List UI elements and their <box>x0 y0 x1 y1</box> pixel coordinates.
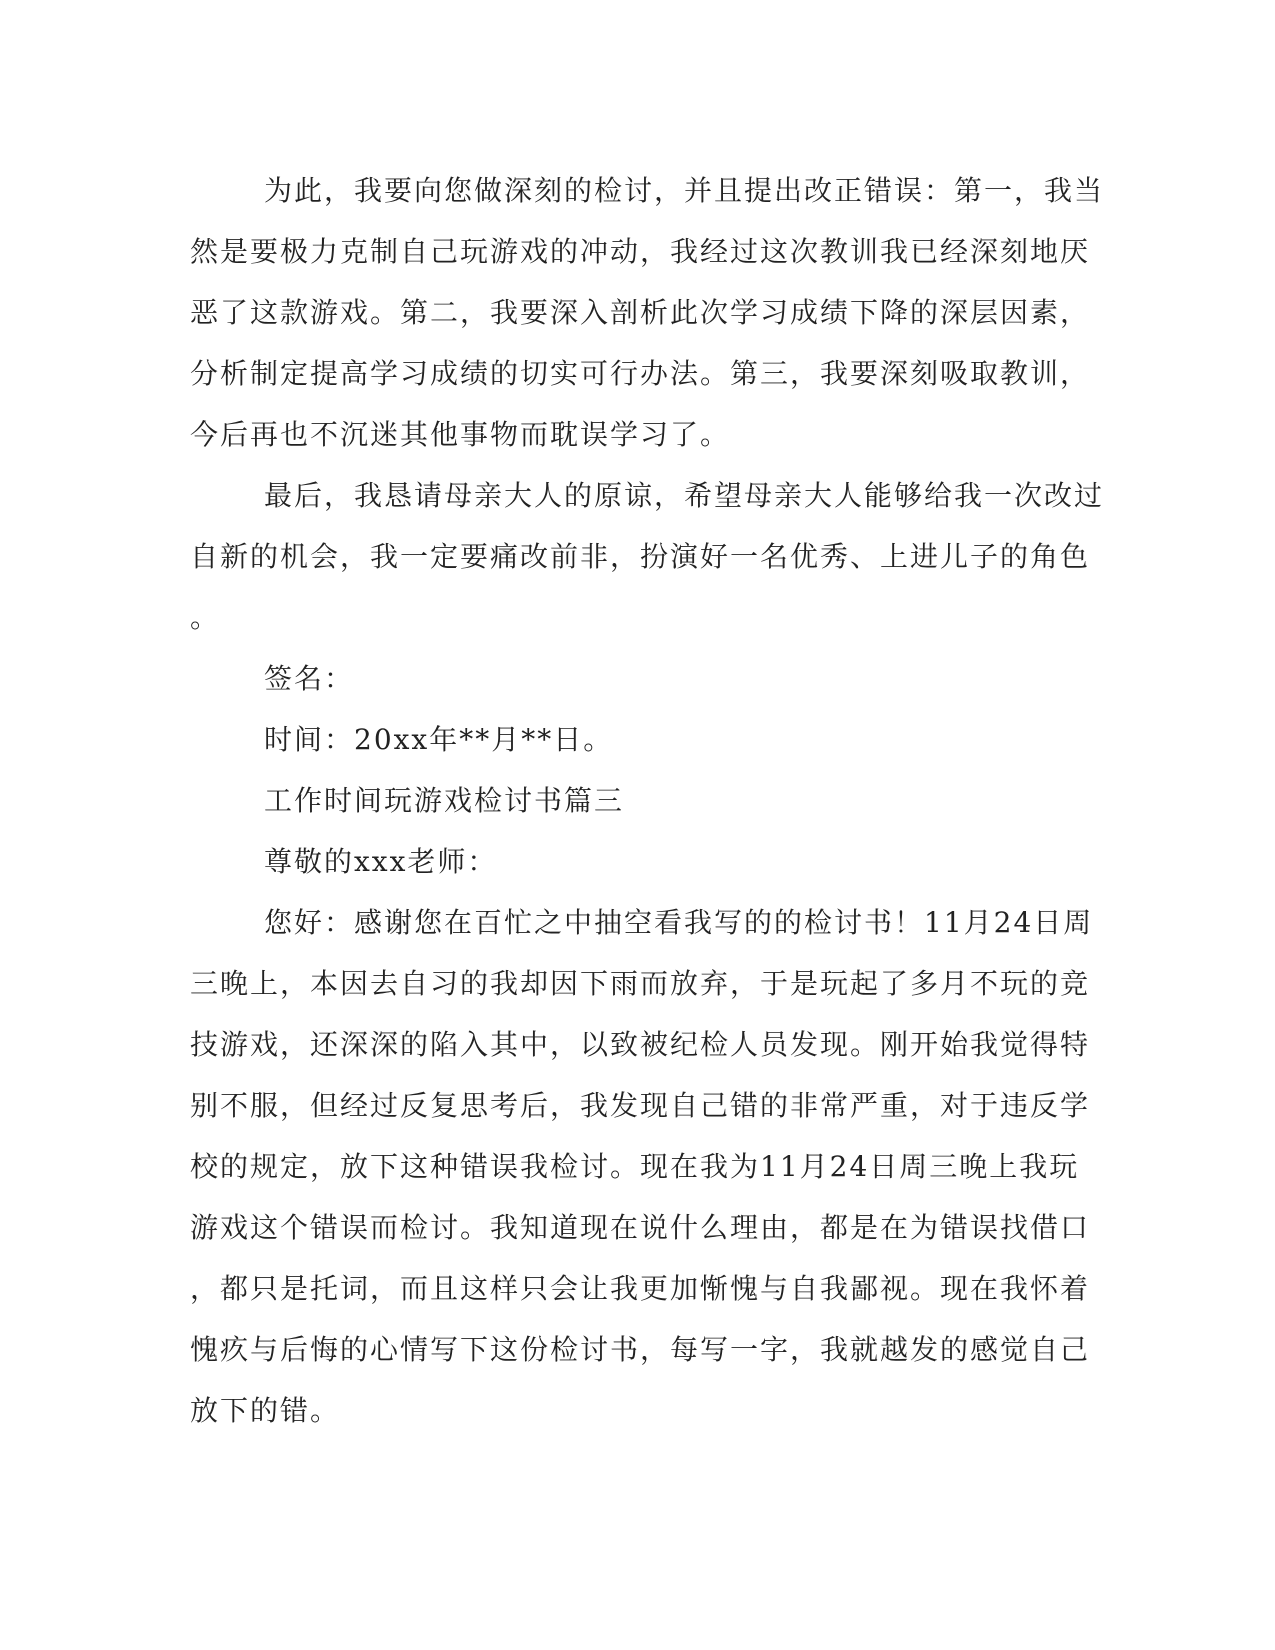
text-line: 时间：20xx年**月**日。 <box>264 723 614 756</box>
text-line: ，都只是托词，而且这样只会让我更加惭愧与自我鄙视。现在我怀着 <box>190 1272 1091 1305</box>
text-line: 今后再也不沉迷其他事物而耽误学习了。 <box>190 418 731 451</box>
text-line: 然是要极力克制自己玩游戏的冲动，我经过这次教训我已经深刻地厌 <box>190 235 1091 268</box>
text-line: 您好：感谢您在百忙之中抽空看我写的的检讨书！11月24日周 <box>264 906 1094 939</box>
text-line: 技游戏，还深深的陷入其中，以致被纪检人员发现。刚开始我觉得特 <box>190 1028 1091 1061</box>
text-line: 工作时间玩游戏检讨书篇三 <box>264 784 625 817</box>
document-body <box>190 160 1105 1441</box>
text-line: 尊敬的xxx老师： <box>264 845 498 878</box>
text-line: 游戏这个错误而检讨。我知道现在说什么理由，都是在为错误找借口 <box>190 1211 1091 1244</box>
text-line: 签名： <box>264 662 355 695</box>
text-line: 三晚上，本因去自习的我却因下雨而放弃，于是玩起了多月不玩的竞 <box>190 967 1091 1000</box>
text-line: 分析制定提高学习成绩的切实可行办法。第三，我要深刻吸取教训， <box>190 357 1091 390</box>
text-line: 愧疚与后悔的心情写下这份检讨书，每写一字，我就越发的感觉自己 <box>190 1333 1091 1366</box>
text-line: 校的规定，放下这种错误我检讨。现在我为11月24日周三晚上我玩 <box>190 1150 1080 1183</box>
text-line: 最后，我恳请母亲大人的原谅，希望母亲大人能够给我一次改过 <box>264 479 1105 512</box>
text-line: 放下的错。 <box>190 1394 341 1427</box>
text-line: 。 <box>190 601 221 634</box>
text-line: 自新的机会，我一定要痛改前非，扮演好一名优秀、上进儿子的角色 <box>190 540 1091 573</box>
text-line: 别不服，但经过反复思考后，我发现自己错的非常严重，对于违反学 <box>190 1089 1091 1122</box>
text-line: 恶了这款游戏。第二，我要深入剖析此次学习成绩下降的深层因素， <box>190 296 1091 329</box>
text-line: 为此，我要向您做深刻的检讨，并且提出改正错误：第一，我当 <box>264 174 1105 207</box>
